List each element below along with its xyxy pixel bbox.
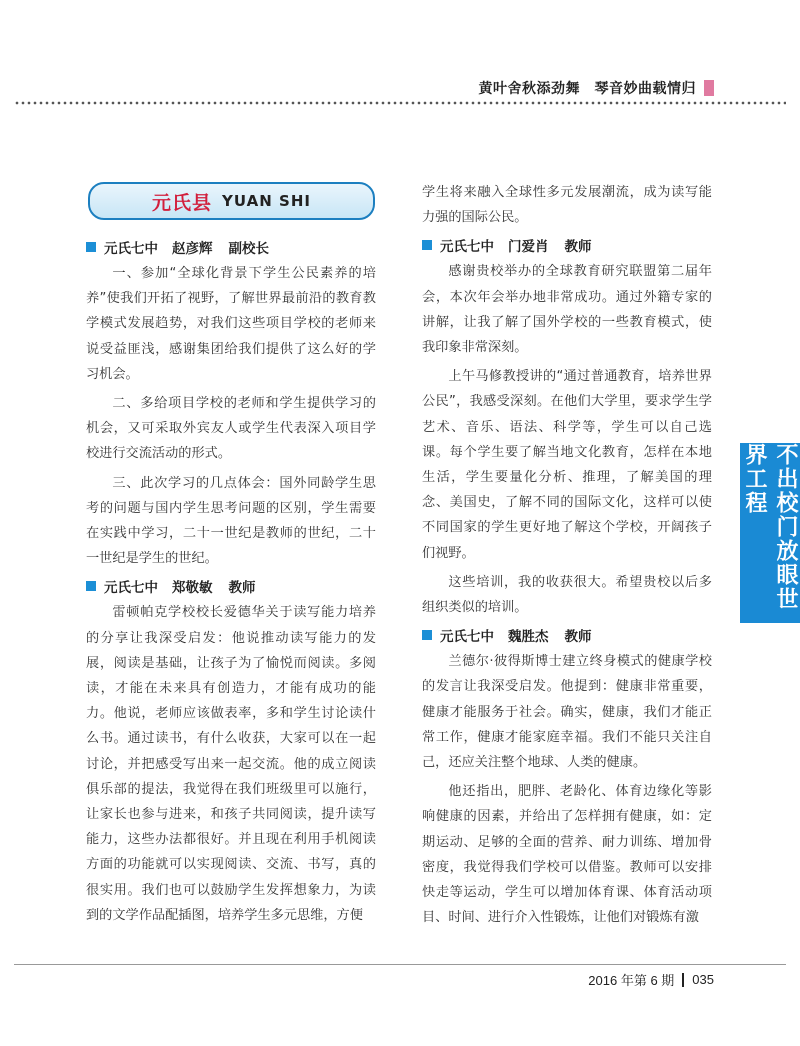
- issue-label: 2016 年第 6 期: [588, 973, 675, 988]
- dotted-rule: [14, 100, 786, 106]
- person-role: 副校长: [228, 240, 269, 257]
- side-tab-label: 不出校门放眼世界工程: [742, 443, 798, 611]
- person-heading: [86, 573, 376, 598]
- person-school: 元氏七中: [104, 579, 158, 596]
- paragraph: 感谢贵校举办的全球教育研究联盟第二届年会，本次年会举办地非常成功。通过外籍专家的讲解，让我了解了国外学校的一些教育模式，使我印象非常深刻。: [422, 264, 712, 356]
- person-name: 郑敬敏: [172, 579, 213, 596]
- paragraph: 这些培训，我的收获很大。希望贵校以后多组织类似的培训。: [422, 574, 712, 616]
- person-heading: [86, 234, 376, 259]
- left-column: [86, 232, 376, 928]
- person-school: 元氏七中: [440, 628, 494, 645]
- person-heading: [422, 622, 712, 647]
- section-name-cn: 元氏县: [152, 191, 213, 214]
- person-name: 门爱肖: [508, 238, 549, 255]
- right-column: [422, 180, 712, 930]
- page-footer: [588, 970, 714, 989]
- person-name: 赵彦辉: [172, 240, 213, 257]
- bullet-square-icon: [86, 581, 96, 591]
- person-heading: [422, 232, 712, 257]
- bullet-square-icon: [422, 630, 432, 640]
- section-name-en: YUAN SHI: [222, 192, 311, 210]
- person-school: 元氏七中: [104, 240, 158, 257]
- page-number: 035: [692, 972, 714, 987]
- person-role: 教师: [564, 628, 592, 645]
- section-banner: [88, 182, 375, 220]
- person-role: 教师: [228, 579, 256, 596]
- side-tab: [740, 443, 800, 623]
- paragraph: 他还指出，肥胖、老龄化、体育边缘化等影响健康的因素，并给出了怎样拥有健康，如：定期运动、足够的全面的营养、耐力训练、增加骨密度，我觉得我们学校可以借鉴。教师可以安排快走等运动，学生可以增加体育课、体育活动项目、时间、进行介入性锻炼，让他们对锻炼有激: [422, 784, 712, 926]
- header-mark: [704, 80, 714, 96]
- person-role: 教师: [564, 238, 592, 255]
- footer-divider: [682, 973, 684, 987]
- paragraph: 雷顿帕克学校校长爱德华关于读写能力培养的分享让我深受启发：他说推动读写能力的发展，阅读是基础，让孩子为了愉悦而阅读。多阅读，才能在未来具有创造力，才能有成功的能力。他说，老师应该做表率，多和学生讨论读什么书。通过读书，有什么收获，大家可以在一起讨论，并把感受写出来一起交流。他的成立阅读俱乐部的提法，我觉得在我们班级里可以施行，让家长也参与进来，和孩子共同阅读，提升读写能力，这些办法都很好。并且现在利用手机阅读方面的功能就可以实现阅读、交流、书写，真的很实用。我们也可以鼓励学生发挥想象力，为读到的文学作品配插图，培养学生多元思维，方便: [86, 605, 376, 923]
- bullet-square-icon: [422, 240, 432, 250]
- paragraph: 兰德尔·彼得斯博士建立终身模式的健康学校的发言让我深受启发。他提到：健康非常重要，健康才能服务于社会。确实，健康，我们才能正常工作，健康才能家庭幸福。我们不能只关注自己，还应关注整个地球、人类的健康。: [422, 654, 712, 771]
- paragraph: 上午马修教授讲的“通过普通教育，培养世界公民”，我感受深刻。在他们大学里，要求学生学艺术、音乐、语法、科学等，学生可以自己选课。每个学生要了解当地文化教育，怎样在本地生活，学生要量化分析、推理，了解美国的理念、美国史，了解不同的国际文化，这样可以使不同国家的学生更好地了解这个学校，开阔孩子们视野。: [422, 369, 712, 561]
- person-school: 元氏七中: [440, 238, 494, 255]
- person-name: 魏胜杰: [508, 628, 549, 645]
- paragraph-continued: 学生将来融入全球性多元发展潮流，成为读写能力强的国际公民。: [422, 185, 712, 226]
- paragraph: 三、此次学习的几点体会：国外同龄学生思考的问题与国内学生思考问题的区别，学生需要在实践中学习，二十一世纪是教师的世纪，二十一世纪是学生的世纪。: [86, 475, 376, 567]
- paragraph: 一、参加“全球化背景下学生公民素养的培养”使我们开拓了视野，了解世界最前沿的教育教学模式发展趋势，对我们这些项目学校的老师来说受益匪浅，感谢集团给我们提供了这么好的学习机会。: [86, 266, 376, 382]
- bottom-rule: [14, 964, 786, 965]
- bullet-square-icon: [86, 242, 96, 252]
- header-title: 黄叶舍秋添劲舞 琴音妙曲载情归: [478, 81, 696, 97]
- paragraph: 二、多给项目学校的老师和学生提供学习的机会，又可采取外宾友人或学生代表深入项目学校进行交流活动的形式。: [86, 396, 376, 462]
